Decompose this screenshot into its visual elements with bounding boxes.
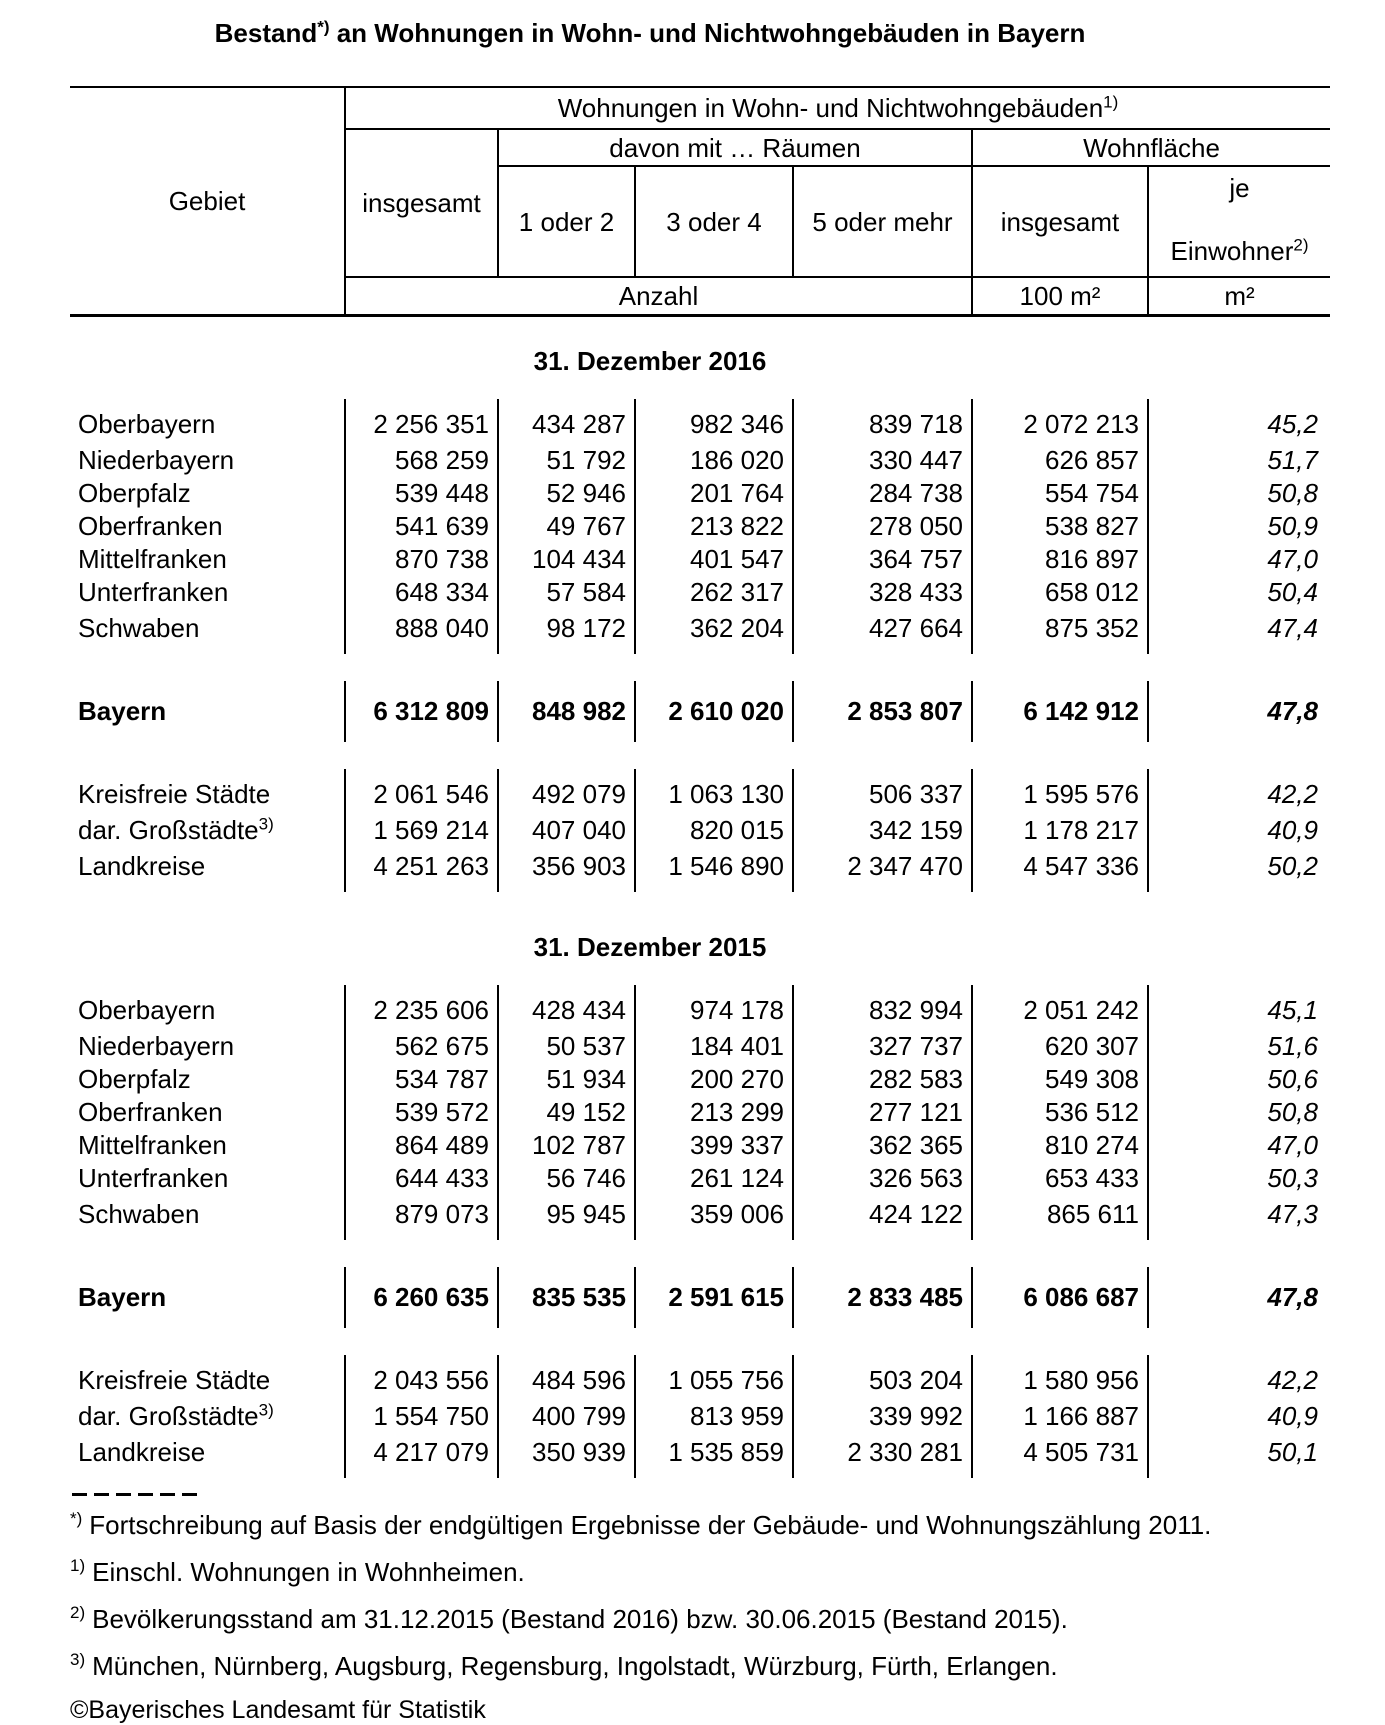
value-cell: 4 505 731 [972,1433,1148,1478]
value-cell: 364 757 [793,543,972,576]
data-table-2015 [70,985,1330,1478]
value-cell-per-capita: 40,9 [1267,814,1318,845]
value-cell: 342 159 [793,814,972,847]
region-label: Bayern [70,681,345,742]
header-cell-wohnflaeche: Wohnfläche [972,129,1330,166]
value-cell: 644 433 [345,1162,498,1195]
value-cell: 848 982 [498,681,635,742]
value-cell: 1 535 859 [635,1433,793,1478]
value-cell: 865 611 [972,1195,1148,1240]
footnote-marker: 3) [258,813,274,833]
region-label: Kreisfreie Städte [70,1355,345,1400]
footnote-1 [70,1555,1330,1589]
value-cell: 362 204 [635,609,793,654]
footnote-3 [70,1649,1330,1683]
value-cell: 1 546 890 [635,847,793,892]
value-cell: 839 718 [793,399,972,444]
value-cell: 534 787 [345,1063,498,1096]
region-label: Kreisfreie Städte [70,769,345,814]
value-cell: 52 946 [498,477,635,510]
value-cell: 277 121 [793,1096,972,1129]
value-cell: 104 434 [498,543,635,576]
footnote-marker-1: 1) [70,1555,86,1575]
value-cell: 974 178 [635,985,793,1030]
value-cell: 816 897 [972,543,1148,576]
region-label: Bayern [70,1267,345,1328]
value-cell-per-capita: 51,6 [1267,1030,1318,1061]
value-cell: 539 448 [345,477,498,510]
value-cell: 538 827 [972,510,1148,543]
value-cell-per-capita: 47,8 [1267,695,1318,726]
value-cell-per-capita: 42,2 [1267,778,1318,809]
region-label: Mittelfranken [70,543,345,576]
value-cell-per-capita: 50,6 [1267,1063,1318,1094]
value-cell: 879 073 [345,1195,498,1240]
value-cell-per-capita: 45,1 [1267,994,1318,1025]
value-cell: 875 352 [972,609,1148,654]
table-row [70,1195,1330,1240]
value-cell-per-capita: 42,2 [1267,1364,1318,1395]
value-cell: 2 051 242 [972,985,1148,1030]
value-cell: 2 347 470 [793,847,972,892]
je-label: je [1229,173,1250,203]
value-cell: 399 337 [635,1129,793,1162]
value-cell: 554 754 [972,477,1148,510]
section-heading-2015: 31. Dezember 2015 [533,931,767,962]
footnote-marker-2: 2) [70,1602,86,1622]
value-cell-per-capita: 51,7 [1267,444,1318,475]
value-cell: 2 061 546 [345,769,498,814]
table-row [70,814,1330,847]
value-cell: 326 563 [793,1162,972,1195]
table-row [70,847,1330,892]
value-cell: 407 040 [498,814,635,847]
footnote-marker-2: 2) [1293,235,1309,255]
value-cell: 835 535 [498,1267,635,1328]
table-row [70,1129,1330,1162]
region-label: Oberpfalz [70,477,345,510]
value-cell: 503 204 [793,1355,972,1400]
value-cell: 1 166 887 [972,1400,1148,1433]
value-cell: 562 675 [345,1030,498,1063]
value-cell-per-capita: 50,9 [1267,510,1318,541]
value-cell: 50 537 [498,1030,635,1063]
value-cell: 95 945 [498,1195,635,1240]
value-cell: 98 172 [498,609,635,654]
value-cell: 506 337 [793,769,972,814]
value-cell: 2 043 556 [345,1355,498,1400]
value-cell: 2 256 351 [345,399,498,444]
value-cell: 1 063 130 [635,769,793,814]
footnote-text: München, Nürnberg, Augsburg, Regensburg, Ingolstadt, Würzburg, Fürth, Erlangen. [92,1650,1058,1681]
table-row-total-bayern [70,1267,1330,1328]
value-cell: 49 767 [498,510,635,543]
value-cell: 278 050 [793,510,972,543]
table-row [70,444,1330,477]
footnote-separator [72,1493,202,1496]
value-cell: 626 857 [972,444,1148,477]
value-cell: 2 235 606 [345,985,498,1030]
region-label: Oberbayern [70,985,345,1030]
value-cell: 1 580 956 [972,1355,1148,1400]
table-row [70,1096,1330,1129]
value-cell: 213 822 [635,510,793,543]
table-header [70,86,1330,317]
footnote-marker: 3) [258,1399,274,1419]
table-row [70,1355,1330,1400]
value-cell: 2 330 281 [793,1433,972,1478]
value-cell: 49 152 [498,1096,635,1129]
region-label: Unterfranken [70,1162,345,1195]
spacer-row [70,742,1330,769]
value-cell: 484 596 [498,1355,635,1400]
einwohner-label: Einwohner$^{2)}$ [1170,235,1309,266]
table-row [70,985,1330,1030]
table-row [70,1162,1330,1195]
footnote-marker-1: 1) [1103,92,1119,112]
table-row [70,1063,1330,1096]
value-cell: 57 584 [498,576,635,609]
value-cell: 327 737 [793,1030,972,1063]
value-cell: 213 299 [635,1096,793,1129]
value-cell: 284 738 [793,477,972,510]
region-label: Landkreise [70,847,345,892]
footnote-star [70,1508,1330,1542]
footnote-marker-star: *) [70,1508,83,1528]
value-cell: 813 959 [635,1400,793,1433]
footnote-text: Einschl. Wohnungen in Wohnheimen. [92,1556,525,1587]
value-cell: 427 664 [793,609,972,654]
table-row [70,477,1330,510]
table-row [70,1030,1330,1063]
value-cell: 200 270 [635,1063,793,1096]
value-cell-per-capita: 45,2 [1267,408,1318,439]
value-cell: 400 799 [498,1400,635,1433]
region-label: Niederbayern [70,444,345,477]
table-row [70,1400,1330,1433]
value-cell: 1 554 750 [345,1400,498,1433]
value-cell: 4 251 263 [345,847,498,892]
header-cell-davon-mit-raeumen: davon mit … Räumen [498,129,972,166]
value-cell: 1 569 214 [345,814,498,847]
table-row [70,399,1330,444]
value-cell: 1 055 756 [635,1355,793,1400]
region-label: dar. Großstädte$^{3)}$ [70,814,345,847]
table-row [70,1433,1330,1478]
value-cell-per-capita: 50,3 [1267,1162,1318,1193]
value-cell: 653 433 [972,1162,1148,1195]
value-cell: 820 015 [635,814,793,847]
header-cell-3-oder-4: 3 oder 4 [635,166,793,277]
value-cell: 982 346 [635,399,793,444]
header-cell-je-einwohner [1148,166,1330,277]
table-row [70,510,1330,543]
document-title [70,16,1230,50]
value-cell: 51 792 [498,444,635,477]
value-cell: 4 217 079 [345,1433,498,1478]
region-label: dar. Großstädte$^{3)}$ [70,1400,345,1433]
value-cell: 184 401 [635,1030,793,1063]
value-cell: 2 833 485 [793,1267,972,1328]
value-cell: 328 433 [793,576,972,609]
footnote-2 [70,1602,1330,1636]
region-label: Oberfranken [70,510,345,543]
value-cell: 6 260 635 [345,1267,498,1328]
region-label: Oberfranken [70,1096,345,1129]
value-cell: 810 274 [972,1129,1148,1162]
value-cell: 4 547 336 [972,847,1148,892]
value-cell-per-capita: 47,4 [1267,612,1318,643]
region-label: Oberbayern [70,399,345,444]
value-cell: 282 583 [793,1063,972,1096]
spacer-row [70,1240,1330,1267]
value-cell: 359 006 [635,1195,793,1240]
value-cell: 541 639 [345,510,498,543]
header-cell-insgesamt: insgesamt [345,129,498,277]
value-cell: 549 308 [972,1063,1148,1096]
value-cell: 6 142 912 [972,681,1148,742]
region-label: Oberpfalz [70,1063,345,1096]
data-table-2016 [70,399,1330,892]
footnote-text: Fortschreibung auf Basis der endgültigen Ergebnisse der Gebäude- und Wohnungszählung 2011. [89,1509,1212,1540]
value-cell-per-capita: 47,0 [1267,543,1318,574]
region-label: Unterfranken [70,576,345,609]
title-footnote-marker: *) [317,17,330,37]
table-row-total-bayern [70,681,1330,742]
region-label: Niederbayern [70,1030,345,1063]
value-cell-per-capita: 40,9 [1267,1400,1318,1431]
title-text: Bestand [214,18,318,48]
value-cell: 330 447 [793,444,972,477]
section-heading-2016: 31. Dezember 2016 [533,345,767,376]
value-cell-per-capita: 47,0 [1267,1129,1318,1160]
header-cell-unit-100m2: 100 m² [972,277,1148,315]
value-cell: 620 307 [972,1030,1148,1063]
value-cell: 2 072 213 [972,399,1148,444]
table-row [70,576,1330,609]
value-cell-per-capita: 50,1 [1267,1436,1318,1467]
value-cell: 434 287 [498,399,635,444]
value-cell: 832 994 [793,985,972,1030]
value-cell: 339 992 [793,1400,972,1433]
region-label: Schwaben [70,1195,345,1240]
header-cell-unit-m2: m² [1224,280,1255,311]
value-cell: 888 040 [345,609,498,654]
spacer-row [70,1328,1330,1355]
value-cell: 658 012 [972,576,1148,609]
footnote-marker-3: 3) [70,1649,86,1669]
value-cell: 56 746 [498,1162,635,1195]
header-group-text: Wohnungen in Wohn- und Nichtwohngebäuden [557,93,1104,123]
region-label: Landkreise [70,1433,345,1478]
title-text-rest: an Wohnungen in Wohn- und Nichtwohngebäuden in Bayern [329,18,1086,48]
value-cell: 201 764 [635,477,793,510]
table-row [70,609,1330,654]
value-cell: 1 178 217 [972,814,1148,847]
value-cell: 362 365 [793,1129,972,1162]
table-row [70,769,1330,814]
value-cell: 568 259 [345,444,498,477]
value-cell: 2 610 020 [635,681,793,742]
value-cell: 648 334 [345,576,498,609]
value-cell: 51 934 [498,1063,635,1096]
value-cell: 428 434 [498,985,635,1030]
value-cell: 350 939 [498,1433,635,1478]
value-cell-per-capita: 50,2 [1267,850,1318,881]
value-cell: 492 079 [498,769,635,814]
header-cell-1-oder-2: 1 oder 2 [498,166,635,277]
value-cell: 1 595 576 [972,769,1148,814]
value-cell-per-capita: 50,8 [1267,1096,1318,1127]
value-cell: 2 591 615 [635,1267,793,1328]
value-cell: 262 317 [635,576,793,609]
value-cell-per-capita: 50,4 [1267,576,1318,607]
value-cell: 186 020 [635,444,793,477]
header-cell-5-oder-mehr: 5 oder mehr [793,166,972,277]
header-cell-anzahl: Anzahl [345,277,972,315]
footnote-text: Bevölkerungsstand am 31.12.2015 (Bestand 2016) bzw. 30.06.2015 (Bestand 2015). [92,1603,1068,1634]
header-cell-gebiet: Gebiet [70,87,345,315]
value-cell: 356 903 [498,847,635,892]
value-cell-per-capita: 47,8 [1267,1281,1318,1312]
value-cell: 102 787 [498,1129,635,1162]
value-cell: 401 547 [635,543,793,576]
value-cell: 6 086 687 [972,1267,1148,1328]
value-cell: 2 853 807 [793,681,972,742]
value-cell: 261 124 [635,1162,793,1195]
region-label: Schwaben [70,609,345,654]
value-cell-per-capita: 50,8 [1267,477,1318,508]
value-cell: 6 312 809 [345,681,498,742]
value-cell: 864 489 [345,1129,498,1162]
copyright-line: ©Bayerisches Landesamt für Statistik [70,1695,486,1724]
value-cell-per-capita: 47,3 [1267,1198,1318,1229]
region-label: Mittelfranken [70,1129,345,1162]
value-cell: 536 512 [972,1096,1148,1129]
table-row [70,543,1330,576]
header-cell-group [345,87,1330,129]
value-cell: 539 572 [345,1096,498,1129]
value-cell: 870 738 [345,543,498,576]
header-cell-wohnflaeche-insgesamt: insgesamt [972,166,1148,277]
spacer-row [70,654,1330,681]
value-cell: 424 122 [793,1195,972,1240]
